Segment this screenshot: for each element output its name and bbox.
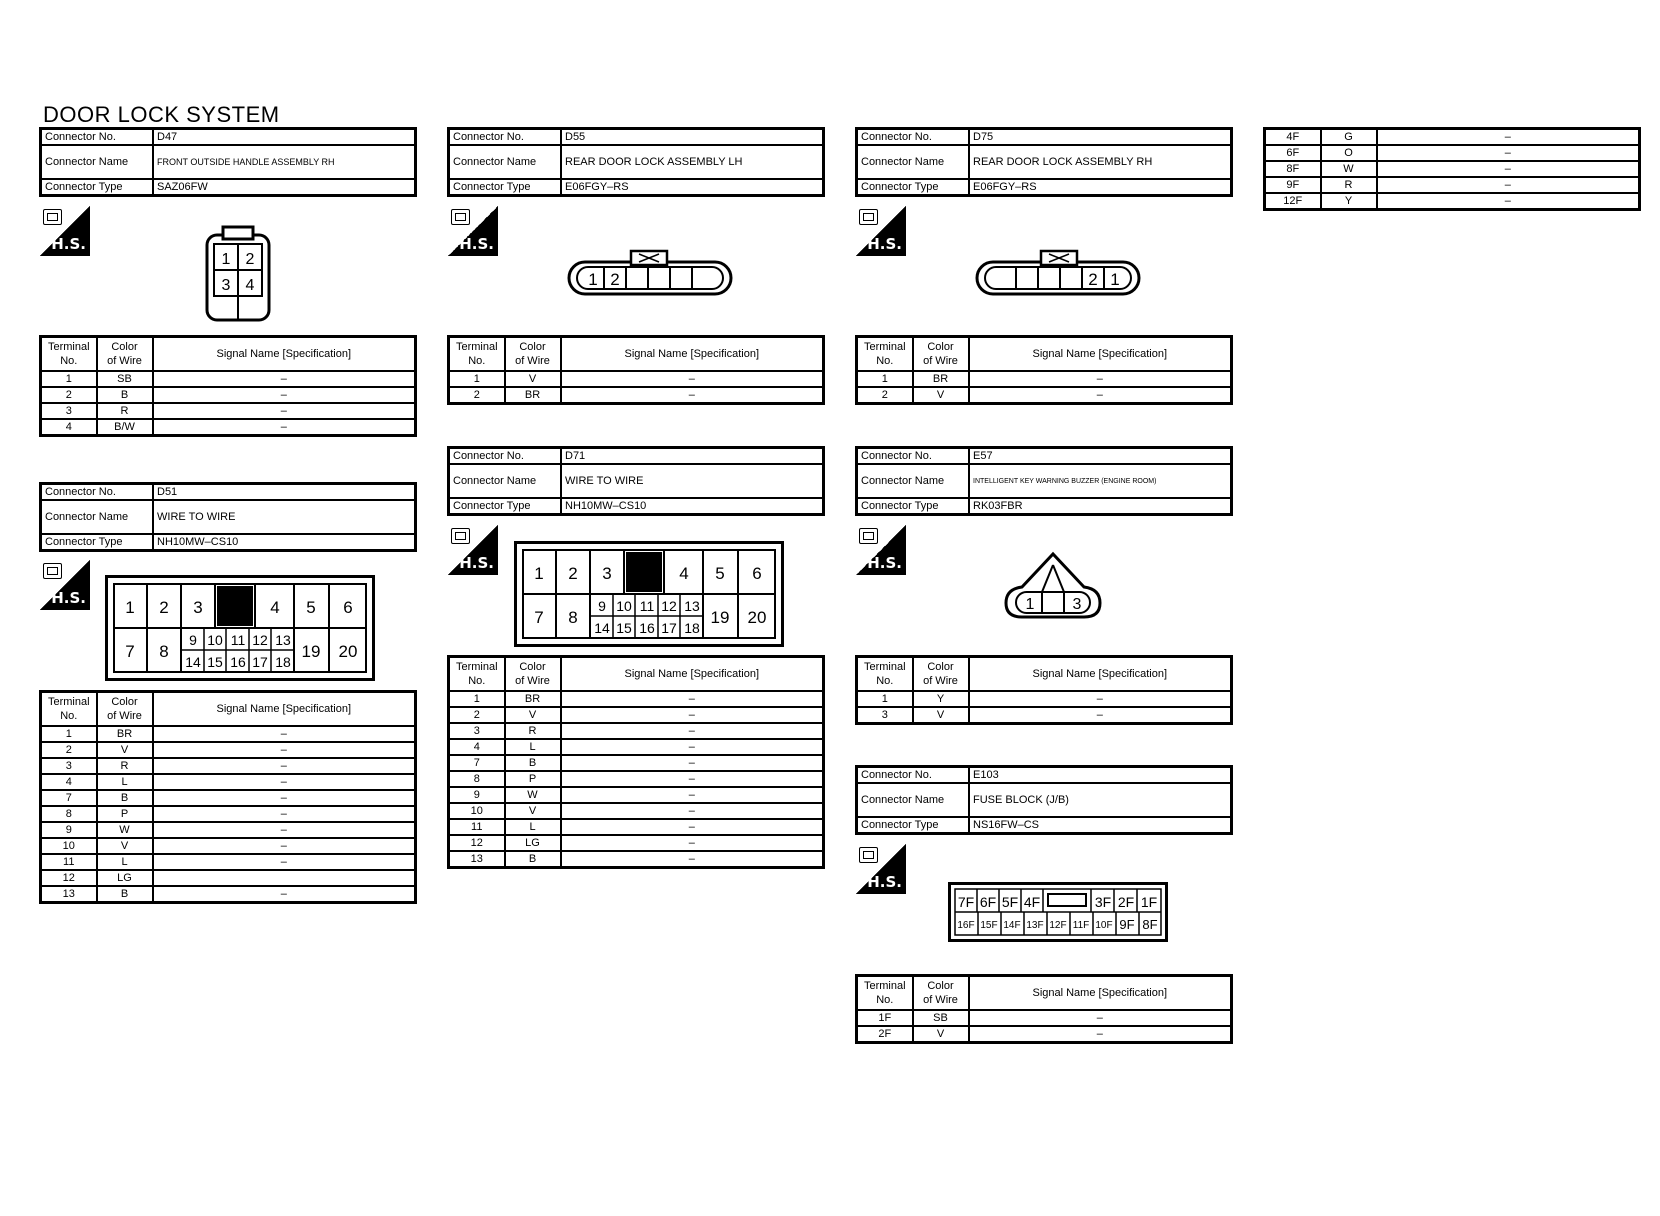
pin-label: 6 xyxy=(343,598,353,617)
pin-label: 9 xyxy=(189,632,197,648)
pin-label: 13 xyxy=(275,632,291,648)
connector-e103-face xyxy=(948,882,1168,942)
connector-d71-pin-table xyxy=(447,655,825,869)
pin-label: 3F xyxy=(1094,894,1112,910)
signal-header: Signal Name [Specification] xyxy=(153,692,416,727)
pin-label: 18 xyxy=(275,654,291,670)
table-row: 9 W – xyxy=(449,787,824,803)
pin-label: 10 xyxy=(616,598,632,614)
table-row: 12 LG xyxy=(41,870,416,886)
signal-header: Signal Name [Specification] xyxy=(969,337,1232,372)
table-row: 4 L – xyxy=(41,774,416,790)
pin-label: 3 xyxy=(1072,596,1082,613)
pin-label: 3 xyxy=(602,564,612,583)
terminal-header: Terminal No. xyxy=(857,976,913,1011)
table-row: 2 B – xyxy=(41,387,416,403)
connector-d55-face xyxy=(567,248,733,296)
terminal-header: Terminal No. xyxy=(449,657,505,692)
table-row: 13 B – xyxy=(41,886,416,903)
harness-side-icon: H.S. xyxy=(40,560,90,610)
pin-label: 1F xyxy=(1140,894,1158,910)
pin-label: 1 xyxy=(1110,270,1120,289)
table-row: 2 V – xyxy=(449,707,824,723)
connector-name-value: WIRE TO WIRE xyxy=(153,500,416,534)
signal-header: Signal Name [Specification] xyxy=(969,976,1232,1011)
pin-label: 6F xyxy=(979,894,997,910)
table-row: 2 V – xyxy=(41,742,416,758)
connector-d47-face xyxy=(205,225,271,322)
pin-label: 14F xyxy=(1003,920,1021,931)
table-row: 12 LG – xyxy=(449,835,824,851)
connector-name-label: Connector Name xyxy=(857,145,970,179)
pin-label: 15F xyxy=(980,920,998,931)
harness-side-icon: H.S. xyxy=(448,206,498,256)
connector-no-value: D47 xyxy=(153,129,416,146)
table-row: 3 R – xyxy=(449,723,824,739)
pin-label: 2 xyxy=(610,270,620,289)
connector-no-label: Connector No. xyxy=(41,129,154,146)
pin-label: 8 xyxy=(159,642,169,661)
connector-name-value: REAR DOOR LOCK ASSEMBLY LH xyxy=(561,145,824,179)
color-header: Color of Wire xyxy=(97,337,153,372)
table-row: 3 V – xyxy=(857,707,1232,724)
pin-label: 12F xyxy=(1049,920,1067,931)
pin-label: 18 xyxy=(684,620,700,636)
pin-label: 16 xyxy=(230,654,246,670)
table-row: 1 BR – xyxy=(41,726,416,742)
pin-label: 13F xyxy=(1026,920,1044,931)
connector-no-value: D51 xyxy=(153,484,416,501)
pin-label: 11F xyxy=(1072,920,1090,931)
table-row: 11 L – xyxy=(41,854,416,870)
connector-name-label: Connector Name xyxy=(449,464,562,498)
table-row: 1F SB – xyxy=(857,1010,1232,1026)
table-row: 2 V – xyxy=(857,387,1232,404)
pin-label: 6 xyxy=(752,564,762,583)
pin-label: 4F xyxy=(1023,894,1041,910)
connector-type-label: Connector Type xyxy=(41,179,154,196)
pin-label: 1 xyxy=(1025,596,1035,613)
table-row: 3 R – xyxy=(41,403,416,419)
table-row: 1 SB – xyxy=(41,371,416,387)
connector-type-label: Connector Type xyxy=(857,498,970,515)
pin-label: 2 xyxy=(245,251,255,268)
connector-name-value: REAR DOOR LOCK ASSEMBLY RH xyxy=(969,145,1232,179)
pin-label: 3 xyxy=(221,277,231,294)
connector-e103-header xyxy=(855,765,1233,835)
signal-header: Signal Name [Specification] xyxy=(561,657,824,692)
color-header: Color of Wire xyxy=(913,657,969,692)
pin-label: 1 xyxy=(221,251,231,268)
pin-label: 4 xyxy=(679,564,689,583)
connector-no-label: Connector No. xyxy=(857,448,970,465)
table-row: 2F V – xyxy=(857,1026,1232,1043)
pin-label: 14 xyxy=(594,620,610,636)
pin-label: 7 xyxy=(125,642,135,661)
connector-e57-face xyxy=(1004,551,1102,621)
pin-label: 12 xyxy=(661,598,677,614)
connector-d55-pin-table xyxy=(447,335,825,405)
pin-label: 5F xyxy=(1001,894,1019,910)
connector-d51-pin-table xyxy=(39,690,417,904)
table-row: 1 BR – xyxy=(857,371,1232,387)
connector-no-label: Connector No. xyxy=(449,129,562,146)
connector-no-label: Connector No. xyxy=(857,129,970,146)
connector-e103-pin-table-continued xyxy=(1263,127,1641,211)
connector-type-value: NH10MW–CS10 xyxy=(153,534,416,551)
pin-label: 4 xyxy=(270,598,280,617)
table-row: 9F R – xyxy=(1265,177,1640,193)
pin-label: 8F xyxy=(1142,917,1158,932)
connector-type-value: E06FGY–RS xyxy=(969,179,1232,196)
color-header: Color of Wire xyxy=(913,976,969,1011)
connector-no-value: D75 xyxy=(969,129,1232,146)
connector-e57-pin-table xyxy=(855,655,1233,725)
table-row: 4 B/W – xyxy=(41,419,416,436)
pin-label: 5 xyxy=(306,598,316,617)
signal-header: Signal Name [Specification] xyxy=(153,337,416,372)
connector-name-label: Connector Name xyxy=(41,145,154,179)
connector-type-value: NS16FW–CS xyxy=(969,817,1232,834)
connector-type-label: Connector Type xyxy=(449,498,562,515)
connector-type-label: Connector Type xyxy=(857,817,970,834)
harness-side-icon: H.S. xyxy=(856,844,906,894)
pin-label: 7 xyxy=(534,608,544,627)
connector-no-label: Connector No. xyxy=(857,767,970,784)
table-row: 10 V – xyxy=(41,838,416,854)
table-row: 12F Y – xyxy=(1265,193,1640,210)
pin-label: 2F xyxy=(1117,894,1135,910)
color-header: Color of Wire xyxy=(97,692,153,727)
terminal-header: Terminal No. xyxy=(41,692,97,727)
terminal-header: Terminal No. xyxy=(857,657,913,692)
pin-label: 1 xyxy=(588,270,598,289)
table-row: 4F G – xyxy=(1265,129,1640,146)
pin-label: 17 xyxy=(661,620,677,636)
connector-d51-face xyxy=(105,575,375,681)
connector-name-label: Connector Name xyxy=(857,464,970,498)
table-row: 4 L – xyxy=(449,739,824,755)
color-header: Color of Wire xyxy=(913,337,969,372)
connector-d75-header xyxy=(855,127,1233,197)
connector-type-value: SAZ06FW xyxy=(153,179,416,196)
pin-label: 12 xyxy=(252,632,268,648)
pin-label: 13 xyxy=(684,598,700,614)
connector-name-label: Connector Name xyxy=(857,783,970,817)
pin-label: 11 xyxy=(639,598,655,614)
pin-label: 2 xyxy=(1088,270,1098,289)
pin-label: 10 xyxy=(207,632,223,648)
pin-label: 1 xyxy=(534,564,544,583)
table-row: 1 Y – xyxy=(857,691,1232,707)
connector-type-label: Connector Type xyxy=(41,534,154,551)
connector-name-value: WIRE TO WIRE xyxy=(561,464,824,498)
harness-side-icon: H.S. xyxy=(40,206,90,256)
pin-label: 14 xyxy=(185,654,201,670)
table-row: 6F O – xyxy=(1265,145,1640,161)
pin-label: 8 xyxy=(568,608,578,627)
connector-no-value: E103 xyxy=(969,767,1232,784)
pin-label: 20 xyxy=(747,608,767,627)
pin-label: 9F xyxy=(1119,917,1135,932)
pin-label: 15 xyxy=(207,654,223,670)
pin-label: 20 xyxy=(338,642,358,661)
pin-label: 1 xyxy=(125,598,135,617)
table-row: 7 B – xyxy=(41,790,416,806)
signal-header: Signal Name [Specification] xyxy=(969,657,1232,692)
pin-label: 19 xyxy=(710,608,730,627)
color-header: Color of Wire xyxy=(505,657,561,692)
terminal-header: Terminal No. xyxy=(857,337,913,372)
harness-side-icon: H.S. xyxy=(856,206,906,256)
connector-no-label: Connector No. xyxy=(449,448,562,465)
connector-d71-header xyxy=(447,446,825,516)
table-row: 8 P – xyxy=(41,806,416,822)
connector-name-value: FRONT OUTSIDE HANDLE ASSEMBLY RH xyxy=(153,145,416,179)
connector-no-value: D71 xyxy=(561,448,824,465)
pin-label: 10F xyxy=(1095,920,1113,931)
pin-label: 9 xyxy=(598,598,606,614)
harness-side-icon: H.S. xyxy=(856,525,906,575)
connector-name-value: FUSE BLOCK (J/B) xyxy=(969,783,1232,817)
pin-label: 5 xyxy=(715,564,725,583)
table-row: 10 V – xyxy=(449,803,824,819)
connector-d47-header xyxy=(39,127,417,197)
connector-e103-pin-table xyxy=(855,974,1233,1044)
connector-d71-face xyxy=(514,541,784,647)
table-row: 1 V – xyxy=(449,371,824,387)
table-row: 2 BR – xyxy=(449,387,824,404)
connector-name-label: Connector Name xyxy=(41,500,154,534)
pin-label: 3 xyxy=(193,598,203,617)
connector-name-label: Connector Name xyxy=(449,145,562,179)
signal-header: Signal Name [Specification] xyxy=(561,337,824,372)
connector-d51-header xyxy=(39,482,417,552)
table-row: 1 BR – xyxy=(449,691,824,707)
connector-no-value: D55 xyxy=(561,129,824,146)
terminal-header: Terminal No. xyxy=(449,337,505,372)
table-row: 8F W – xyxy=(1265,161,1640,177)
page-title: DOOR LOCK SYSTEM xyxy=(43,102,280,127)
connector-type-value: RK03FBR xyxy=(969,498,1232,515)
terminal-header: Terminal No. xyxy=(41,337,97,372)
connector-d75-pin-table xyxy=(855,335,1233,405)
connector-type-value: E06FGY–RS xyxy=(561,179,824,196)
connector-e57-header xyxy=(855,446,1233,516)
pin-label: 7F xyxy=(957,894,975,910)
table-row: 7 B – xyxy=(449,755,824,771)
connector-type-label: Connector Type xyxy=(857,179,970,196)
pin-label: 19 xyxy=(301,642,321,661)
pin-label: 4 xyxy=(245,277,255,294)
connector-name-value: INTELLIGENT KEY WARNING BUZZER (ENGINE ROOM) xyxy=(969,464,1232,498)
table-row: 11 L – xyxy=(449,819,824,835)
connector-d75-face xyxy=(975,248,1141,296)
table-row: 9 W – xyxy=(41,822,416,838)
table-row: 8 P – xyxy=(449,771,824,787)
connector-d55-header xyxy=(447,127,825,197)
table-row: 3 R – xyxy=(41,758,416,774)
connector-no-label: Connector No. xyxy=(41,484,154,501)
pin-label: 2 xyxy=(568,564,578,583)
harness-side-icon: H.S. xyxy=(448,525,498,575)
pin-label: 15 xyxy=(616,620,632,636)
pin-label: 2 xyxy=(159,598,169,617)
pin-label: 11 xyxy=(230,632,246,648)
pin-label: 16 xyxy=(639,620,655,636)
table-row: 13 B – xyxy=(449,851,824,868)
connector-no-value: E57 xyxy=(969,448,1232,465)
pin-label: 16F xyxy=(957,920,975,931)
color-header: Color of Wire xyxy=(505,337,561,372)
pin-label: 17 xyxy=(252,654,268,670)
connector-type-label: Connector Type xyxy=(449,179,562,196)
connector-d47-pin-table xyxy=(39,335,417,437)
connector-type-value: NH10MW–CS10 xyxy=(561,498,824,515)
